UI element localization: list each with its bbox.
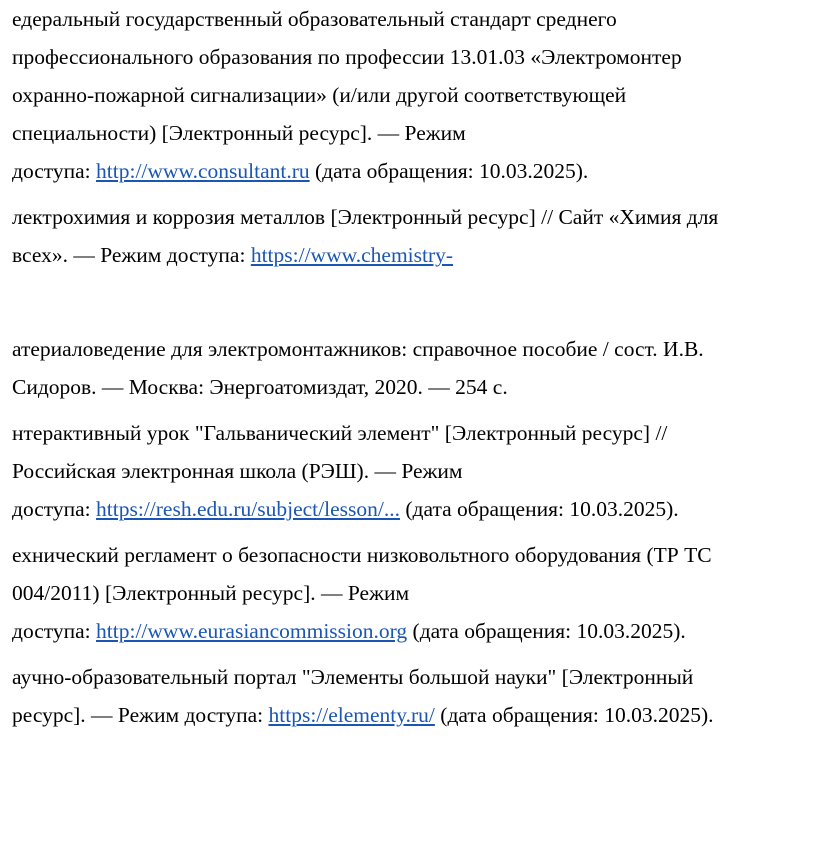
access-date: (дата обращения: 10.03.2025).	[434, 703, 714, 727]
entry-line	[12, 152, 816, 190]
entry-line	[12, 236, 816, 274]
entry-line: атериаловедение для электромонтажников: справочное пособие / сост. И.В.	[12, 337, 704, 361]
reference-entry-interactive-lesson	[12, 414, 816, 528]
entry-line	[12, 490, 816, 528]
chemistry-link[interactable]: https://www.chemistry-	[250, 243, 454, 267]
reference-entry-electrochemistry	[12, 198, 816, 274]
reference-entry-standard	[12, 0, 816, 190]
access-date: (дата обращения: 10.03.2025).	[399, 497, 679, 521]
eurasiancommission-link[interactable]: http://www.eurasiancommission.org	[96, 619, 408, 643]
access-label: ресурс]. — Режим доступа:	[12, 703, 269, 727]
entry-line: специальности) [Электронный ресурс]. — Режим	[12, 121, 466, 145]
access-date: (дата обращения: 10.03.2025).	[309, 159, 589, 183]
entry-line: Российская электронная школа (РЭШ). — Режим	[12, 459, 463, 483]
entry-line: Сидоров. — Москва: Энергоатомиздат, 2020. — 254 с.	[12, 375, 508, 399]
entry-line: нтерактивный урок "Гальванический элемент" [Электронный ресурс] //	[12, 421, 668, 445]
entry-line	[12, 612, 816, 650]
access-label: доступа:	[12, 619, 97, 643]
consultant-link[interactable]: http://www.consultant.ru	[96, 159, 310, 183]
entry-line: аучно-образовательный портал "Элементы большой науки" [Электронный	[12, 665, 694, 689]
access-label: всех». — Режим доступа:	[12, 243, 251, 267]
resh-link[interactable]: https://resh.edu.ru/subject/lesson/...	[96, 497, 400, 521]
elementy-link[interactable]: https://elementy.ru/	[268, 703, 435, 727]
access-label: доступа:	[12, 159, 97, 183]
access-label: доступа:	[12, 497, 97, 521]
access-date: (дата обращения: 10.03.2025).	[407, 619, 686, 643]
reference-entry-materials	[12, 330, 816, 406]
entry-line: ехнический регламент о безопасности низковольтного оборудования (ТР ТС	[12, 543, 712, 567]
entry-line: 004/2011) [Электронный ресурс]. — Режим	[12, 581, 410, 605]
entry-line: охранно-пожарной сигнализации» (и/или другой соответствующей	[12, 83, 627, 107]
entry-line: лектрохимия и коррозия металлов [Электронный ресурс] // Сайт «Химия для	[12, 205, 719, 229]
entry-line: профессионального образования по профессии 13.01.03 «Электромонтер	[12, 45, 682, 69]
reference-entry-tech-regulation	[12, 536, 816, 650]
reference-entry-science-portal	[12, 658, 816, 734]
reference-list	[12, 0, 816, 734]
entry-line	[12, 696, 816, 734]
entry-line: едеральный государственный образовательный стандарт среднего	[12, 7, 617, 31]
